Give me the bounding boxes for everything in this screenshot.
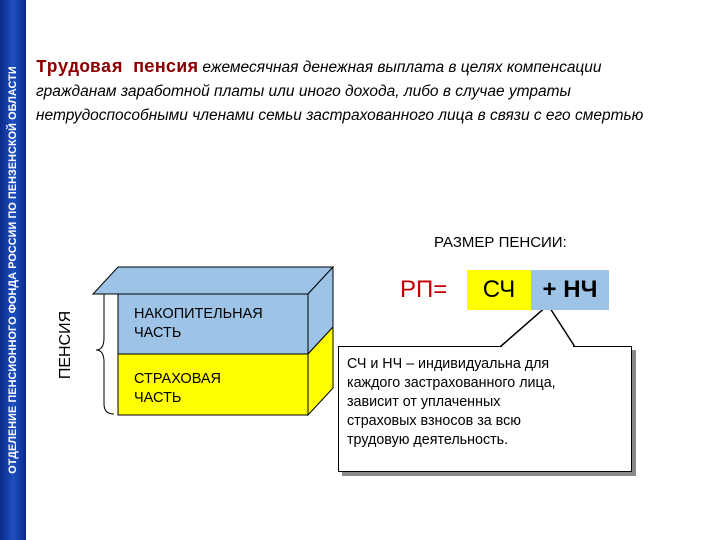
formula-rp: РП= — [400, 276, 448, 303]
pension-label: ПЕНСИЯ — [57, 310, 74, 380]
callout-line: страховых взносов за всю — [347, 413, 521, 429]
formula-nch: + НЧ — [531, 270, 609, 310]
formula-sch: СЧ — [467, 270, 531, 310]
pension-size-title: РАЗМЕР ПЕНСИИ: — [434, 234, 567, 251]
pension-bracket — [96, 286, 114, 414]
insurance-part-line-2: ЧАСТЬ — [134, 390, 182, 406]
callout-line: каждого застрахованного лица, — [347, 375, 556, 391]
callout-line: трудовую деятельность. — [347, 432, 509, 448]
definition-term: Трудовая пенсия — [36, 58, 199, 78]
callout-pointer — [500, 305, 575, 347]
funded-part-label — [134, 305, 263, 343]
callout-pointer-join — [502, 346, 573, 349]
formula-box — [467, 270, 609, 310]
definition-text: ежемесячная денежная выплата в целях компенсации гражданам заработной платы или иного дохода, либо в случае утраты нетрудоспособными членами семьи застрахованного лица в связи с его смертью — [36, 59, 644, 124]
funded-part-line-1: НАКОПИТЕЛЬНАЯ — [134, 306, 263, 322]
insurance-part-line-1: СТРАХОВАЯ — [134, 371, 222, 387]
sidebar-title: ОТДЕЛЕНИЕ ПЕНСИОННОГО ФОНДА РОССИИ ПО ПЕНЗЕНСКОЙ ОБЛАСТИ — [7, 66, 19, 474]
callout-line: зависит от уплаченных — [347, 394, 501, 410]
callout-box — [338, 346, 632, 472]
callout-line: СЧ и НЧ – индивидуальна для — [347, 356, 550, 372]
funded-part-line-2: ЧАСТЬ — [134, 325, 182, 341]
insurance-part-label — [134, 370, 221, 408]
funded-block-top — [93, 267, 333, 294]
